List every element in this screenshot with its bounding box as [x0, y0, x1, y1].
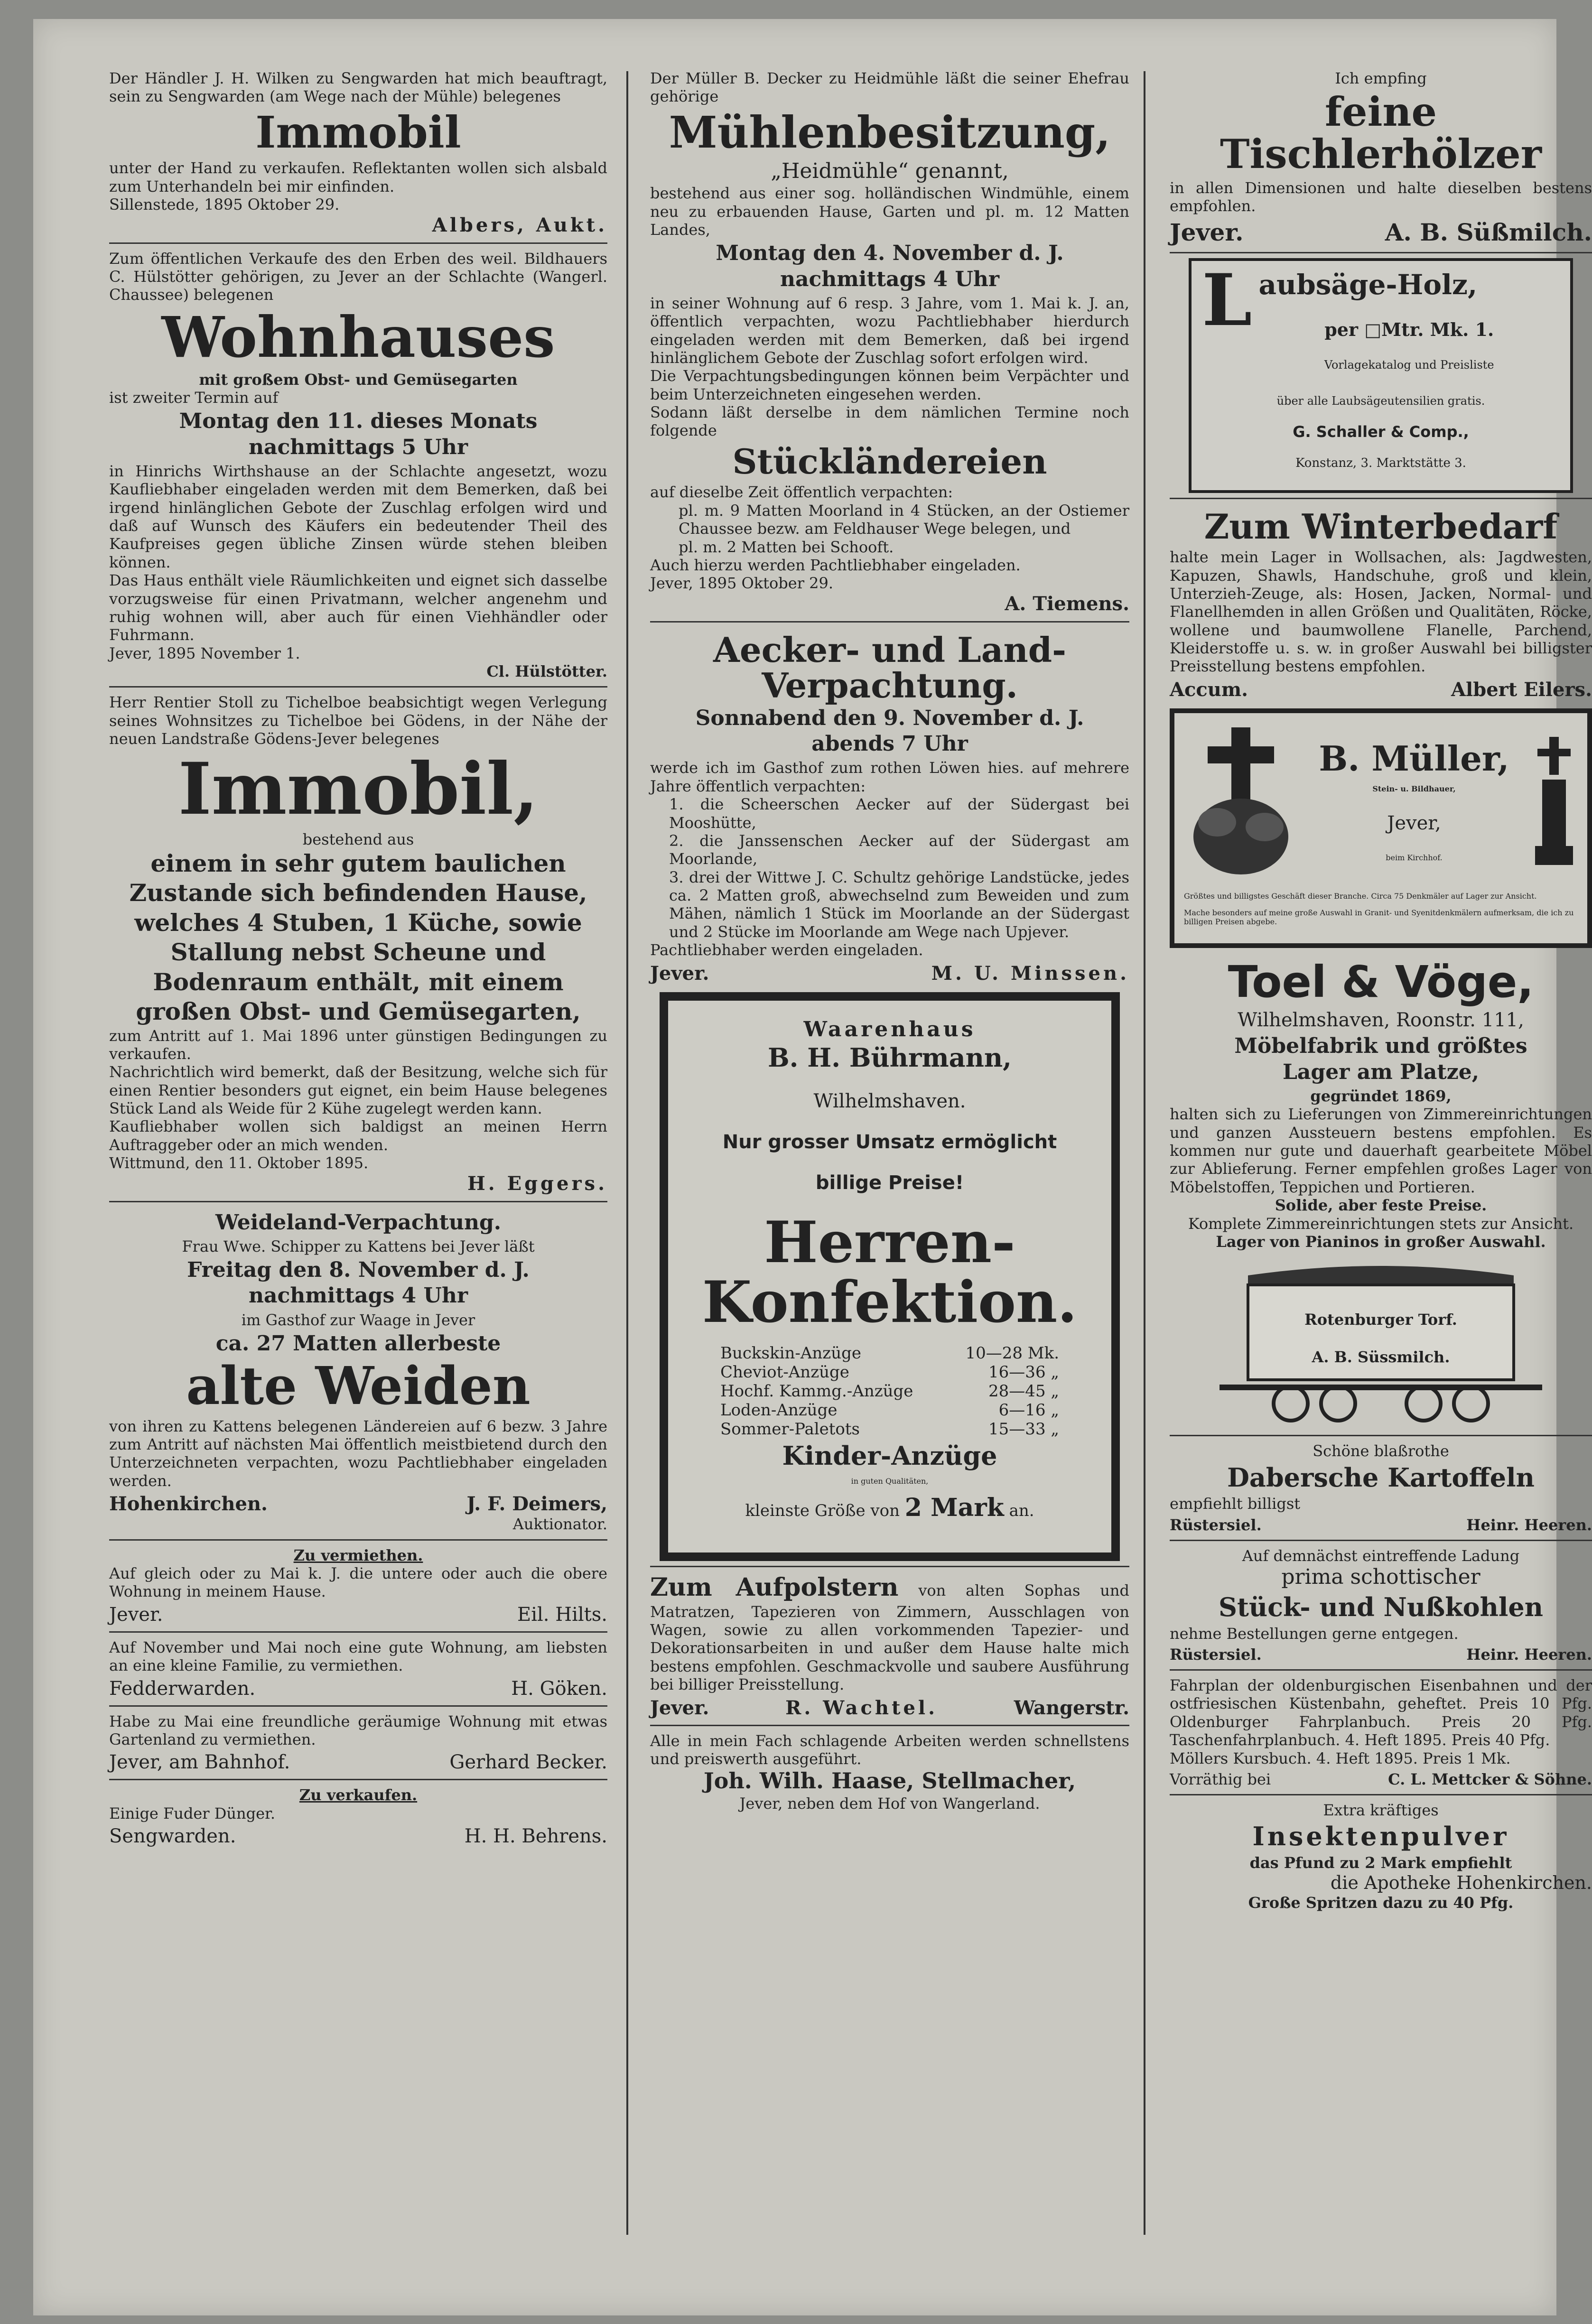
ad-text: Vorlagekatalog und Preisliste — [1324, 358, 1494, 372]
ad-slogan: Nur grosser Umsatz ermöglicht — [722, 1131, 1057, 1153]
ad-title: aubsäge-Holz, — [1258, 268, 1478, 301]
ad-place: Hohenkirchen. — [109, 1493, 268, 1515]
ad-text: Fahrplan der oldenburgischen Eisenbahnen und der ostfriesischen Küstenbahn, geheftet. Preis 10 Pfg. Oldenburger Fahrplanbuch. Preis 20 Pfg. Taschenfahrplanbuch. 4. Heft 1895. Preis 40 Pfg. — [1170, 1676, 1592, 1749]
ad-text: empfiehlt billigst — [1170, 1495, 1301, 1513]
ad-street: Wangerstr. — [1014, 1696, 1129, 1719]
price-item: Sommer-Paletots — [720, 1419, 860, 1439]
ad-title: Immobil — [255, 106, 461, 158]
divider — [1170, 252, 1592, 253]
ad-text: Mache besonders auf meine große Auswahl in Granit- und Syenitdenkmälern aufmerksam, die ich zu billigen Preisen abgebe. — [1184, 908, 1574, 926]
ad-weideland — [109, 1205, 607, 1536]
monument-icon — [1530, 732, 1578, 874]
ad-text: Ich empfing — [1335, 69, 1427, 87]
ad-place: Jever. — [1170, 218, 1244, 246]
ad-signature: A. Tiemens. — [1005, 592, 1129, 615]
ad-text: über alle Laubsägeutensilien gratis. — [1276, 394, 1485, 408]
ad-signature-row — [109, 1825, 607, 1847]
ad-title: Dabersche Kartoffeln — [1227, 1462, 1535, 1493]
ad-signature: R. Wachtel. — [785, 1696, 938, 1719]
ad-signature-row — [1170, 1645, 1592, 1664]
ad-acker-verpachtung — [650, 625, 1129, 987]
divider — [1170, 1669, 1592, 1671]
ad-muehlenbesitzung — [650, 66, 1129, 618]
ad-text: Der Händler J. H. Wilken zu Sengwarden hat mich beauftragt, sein zu Sengwarden (am Wege nach der Mühle) belegenes — [109, 69, 607, 106]
price-item: Cheviot-Anzüge — [720, 1362, 849, 1382]
ad-waarenhaus-buehrmann — [660, 992, 1120, 1562]
ad-signature: Heinr. Heeren. — [1466, 1515, 1592, 1534]
ad-signature: H. Göken. — [511, 1677, 607, 1700]
ad-place: Jever, am Bahnhof. — [109, 1751, 290, 1774]
ad-text: das Pfund zu 2 Mark empfiehlt — [1249, 1854, 1512, 1872]
ad-text: an. — [1009, 1501, 1034, 1521]
ad-text: Frau Wwe. Schipper zu Kattens bei Jever läßt — [182, 1237, 535, 1255]
ad-title: Stückländereien — [732, 441, 1047, 482]
ad-signature-row — [1170, 218, 1592, 246]
ad-text: kleinste Größe von — [745, 1501, 900, 1521]
ad-text: Einige Fuder Dünger. — [109, 1804, 275, 1822]
ad-headline: Möbelfabrik und größtes — [1234, 1034, 1527, 1059]
ad-subtitle: Kinder-Anzüge — [782, 1440, 997, 1471]
ad-text: Auf gleich oder zu Mai k. J. die untere oder auch die obere Wohnung in meinem Hause. — [109, 1564, 607, 1601]
ad-signature-row — [109, 1604, 607, 1626]
divider — [1170, 1794, 1592, 1795]
ad-location: im Gasthof zur Waage in Jever — [241, 1311, 475, 1329]
ad-address: Konstanz, 3. Marktstätte 3. — [1295, 456, 1466, 470]
ad-place: Jever. — [650, 962, 709, 985]
ad-text: Extra kräftiges — [1323, 1801, 1439, 1820]
ad-firm: G. Schaller & Comp., — [1293, 422, 1469, 441]
price-list — [682, 1344, 1097, 1439]
ad-signature: H. Eggers. — [467, 1172, 607, 1195]
ad-text: Habe zu Mai eine freundliche geräumige Wohnung mit etwas Gartenland zu vermiethen. — [109, 1712, 607, 1748]
newspaper-page — [33, 19, 1592, 2315]
ad-place: Rüstersiel. — [1170, 1645, 1262, 1664]
ad-address: Jever, neben dem Hof von Wangerland. — [739, 1794, 1040, 1813]
ad-subtitle: mit großem Obst- und Gemüsegarten — [199, 370, 518, 389]
ad-signature: H. H. Behrens. — [464, 1825, 607, 1848]
ad-text: Herr Rentier Stoll zu Tichelboe beabsichtigt wegen Verlegung seines Wohnsitzes zu Tichelboe bei Gödens, in der Nähe der neuen Landstraße Gödens-Jever belegenes — [109, 693, 607, 748]
price-row — [720, 1363, 1059, 1382]
ad-kohlen — [1170, 1544, 1592, 1666]
ad-text: von alten Sophas und Matratzen, Tapezieren von Zimmern, Ausschlagen von Wagen, sowie zu allen vorkommenden Tapezier- und Dekorationsarbeiten in und außer dem Hause halte mich bestens empfohlen. Geschmackvolle und saubere Ausführung bei billiger Preisstellung. — [650, 1581, 1129, 1694]
wagon-labels — [1170, 1287, 1592, 1429]
ad-place: Fedderwarden. — [109, 1677, 256, 1700]
ad-price: per □Mtr. Mk. 1. — [1324, 318, 1494, 340]
price-row — [720, 1420, 1059, 1439]
ad-mueller-bildhauer — [1170, 708, 1592, 948]
ad-signature-row — [1170, 1770, 1592, 1788]
divider — [650, 1566, 1129, 1567]
ad-text: Nachrichtlich wird bemerkt, daß der Besitzung, welche sich für einen Rentier besonders gut eignet, ein beim Hause belegenes Stück Land als Weide für 2 Kühe zugelegt werden kann. — [109, 1063, 607, 1118]
ad-time: nachmittags 4 Uhr — [248, 1283, 468, 1308]
ad-signature: M. U. Minssen. — [931, 962, 1129, 985]
divider — [109, 1631, 607, 1633]
ad-description: einem in sehr gutem baulichen Zustande sich befindenden Hause, welches 4 Stuben, 1 Küche, sowie Stallung nebst Scheune und Bodenraum enthält, mit einem großen Obst- und Gemüsegarten, — [129, 849, 587, 1026]
ad-text: Auf November und Mai noch eine gute Wohnung, am liebsten an eine kleine Familie, zu vermiethen. — [109, 1638, 607, 1675]
ad-subtitle: Stein- u. Bildhauer, — [1372, 784, 1456, 793]
ad-stellmacher — [650, 1729, 1129, 1815]
wagon-label: Rotenburger Torf. — [1304, 1311, 1457, 1329]
ad-headline: Lager am Platze, — [1282, 1060, 1480, 1084]
ad-place: Sengwarden. — [109, 1825, 236, 1848]
price-value: 28—45 „ — [988, 1381, 1059, 1401]
ad-date: Freitag den 8. November d. J. — [187, 1258, 530, 1283]
ad-text: zum Antritt auf 1. Mai 1896 unter günstigen Bedingungen zu verkaufen. — [109, 1026, 607, 1063]
ad-wohnhaus — [109, 247, 607, 684]
ad-title: Zu vermiethen. — [293, 1546, 423, 1564]
ad-headline: Herren-Konfektion. — [702, 1208, 1078, 1336]
price-row — [720, 1401, 1059, 1420]
ad-address: Wilhelmshaven, Roonstr. 111, — [1238, 1009, 1524, 1032]
divider — [650, 1725, 1129, 1726]
ad-immobil-tichelboe — [109, 690, 607, 1198]
ad-signature-row — [109, 1751, 607, 1773]
wagon-label: A. B. Süssmilch. — [1312, 1348, 1450, 1366]
ad-text: bestehend aus einer sog. holländischen Windmühle, einem neu zu erbauenden Hause, Garten und pl. m. 12 Matten Landes, — [650, 184, 1129, 239]
ad-text: Alle in mein Fach schlagende Arbeiten werden schnellstens und preiswerth ausgeführt. — [650, 1731, 1129, 1768]
ad-signature: Heinr. Heeren. — [1466, 1645, 1592, 1664]
ad-title: Zum Aufpolstern — [650, 1573, 899, 1602]
ad-signature: Albers, Aukt. — [432, 214, 607, 236]
ad-laubsaege-holz — [1189, 258, 1573, 493]
tombstone-cross-icon — [1184, 723, 1298, 884]
ad-text: halten sich zu Lieferungen von Zimmereinrichtungen und ganzen Aussteuern bestens empfohlen. Es kommen nur gute und dauerhaft gearbeitete Möbel zur Ablieferung. Ferner empfehlen großes Lager von Möbelstoffen, Teppichen und Portieren. — [1170, 1105, 1592, 1196]
ad-text: Sodann läßt derselbe in dem nämlichen Termine noch folgende — [650, 403, 1129, 440]
ad-list-item: pl. m. 2 Matten bei Schooft. — [679, 538, 894, 556]
column-1 — [109, 66, 607, 2287]
ad-title: feine Tischlerhölzer — [1220, 88, 1542, 177]
ad-subtitle: „Heidmühle“ genannt, — [771, 159, 1009, 184]
ad-footnote: Große Spritzen dazu zu 40 Pfg. — [1248, 1894, 1514, 1912]
ad-time: abends 7 Uhr — [811, 732, 968, 756]
ad-signature-row — [1170, 1516, 1592, 1534]
ad-insektenpulver — [1170, 1798, 1592, 1915]
ad-text: auf dieselbe Zeit öffentlich verpachten: — [650, 483, 953, 502]
ad-title: Wohnhauses — [161, 304, 555, 370]
ad-title: Weideland-Verpachtung. — [215, 1210, 502, 1235]
ad-founded: gegründet 1869, — [1310, 1087, 1452, 1105]
price-value: 15—33 „ — [988, 1419, 1059, 1439]
ad-text: Möllers Kursbuch. 4. Heft 1895. Preis 1 Mk. — [1170, 1749, 1511, 1767]
ad-signature: die Apotheke Hohenkirchen. — [1330, 1872, 1592, 1893]
ad-text: in guten Qualitäten, — [851, 1477, 929, 1486]
divider — [109, 1705, 607, 1707]
ad-signature: Joh. Wilh. Haase, Stellmacher, — [703, 1768, 1076, 1794]
ad-zu-verkaufen — [109, 1783, 607, 1850]
ad-wohnung-fedderwarden — [109, 1636, 607, 1702]
ad-place: Accum. — [1170, 678, 1248, 701]
ad-text: Größtes und billigstes Geschäft dieser Branche. Circa 75 Denkmäler auf Lager zur Ansicht. — [1184, 891, 1537, 901]
ad-kartoffeln — [1170, 1439, 1592, 1536]
ad-toel-voege — [1170, 953, 1592, 1254]
ad-list-item: 2. die Janssenschen Aecker auf der Südergast am Moorlande, — [669, 831, 1129, 868]
divider — [650, 621, 1129, 623]
ad-text: Zum öffentlichen Verkaufe des den Erben des weil. Bildhauers C. Hülstötter gehörigen, zu Jever an der Schlachte (Wangerl. Chaussee) belegenen — [109, 249, 607, 304]
ad-winterbedarf — [1170, 502, 1592, 704]
ad-time: nachmittags 4 Uhr — [780, 267, 1000, 291]
ad-place: Sillenstede, 1895 Oktober 29. — [109, 195, 340, 214]
ad-city: Jever, — [1387, 812, 1441, 834]
ad-list-item: 3. drei der Wittwe J. C. Schultz gehörige Landstücke, jedes ca. 2 Matten groß, abwechselnd zum Beweiden und zum Mähen, nämlich 1 Stück im Moorlande an der Südergast und 2 Stücke im Moorlande am Wege nach Upjever. — [669, 868, 1129, 941]
ad-text: in allen Dimensionen und halte dieselben bestens empfohlen. — [1170, 178, 1592, 215]
ad-city: Wilhelmshaven. — [813, 1090, 966, 1112]
ad-signature: J. F. Deimers, — [466, 1493, 607, 1515]
ad-signature: Albert Eilers. — [1451, 678, 1592, 701]
divider — [109, 1201, 607, 1202]
ad-signature: Cl. Hülstötter. — [486, 662, 607, 681]
price-row — [720, 1344, 1059, 1363]
price-value: 16—36 „ — [988, 1362, 1059, 1382]
ad-text: Der Müller B. Decker zu Heidmühle läßt die seiner Ehefrau gehörige — [650, 69, 1129, 106]
ad-price: 2 Mark — [904, 1493, 1004, 1523]
ad-signature-row — [650, 962, 1129, 985]
ad-subtitle: prima schottischer — [1281, 1565, 1480, 1590]
ad-text: Auf demnächst eintreffende Ladung — [1242, 1546, 1520, 1565]
ad-text: Das Haus enthält viele Räumlichkeiten und eignet sich dasselbe vorzugsweise für einen Privatmann, welcher angenehm und ruhig wohnen will, aber auch für einen Viehhändler oder Fuhrmann. — [109, 571, 607, 644]
ad-role: Auktionator. — [512, 1515, 607, 1534]
ad-text: Die Verpachtungsbedingungen können beim Verpächter und beim Unterzeichneten eingesehen werden. — [650, 367, 1129, 403]
divider — [109, 1539, 607, 1541]
ad-title: alte Weiden — [186, 1355, 531, 1417]
price-row — [720, 1382, 1059, 1401]
divider — [109, 242, 607, 244]
column-divider — [1144, 71, 1145, 2235]
divider — [1170, 498, 1592, 499]
ad-text: nehme Bestellungen gerne entgegen. — [1170, 1624, 1459, 1643]
ad-fahrplan — [1170, 1673, 1592, 1791]
ad-signature: C. L. Mettcker & Söhne. — [1388, 1770, 1592, 1789]
ad-text: Vorräthig bei — [1170, 1770, 1271, 1789]
ad-place: Jever. — [109, 1603, 163, 1626]
column-3 — [1170, 66, 1592, 2287]
ad-title: B. Müller, — [1319, 738, 1509, 779]
ad-title: Immobil, — [178, 747, 539, 831]
ad-signature: Eil. Hilts. — [517, 1603, 607, 1626]
ad-tischlerhoelzer — [1170, 66, 1592, 249]
price-item: Buckskin-Anzüge — [720, 1343, 861, 1363]
ad-torf-wagon — [1170, 1254, 1592, 1432]
ad-place: Jever. — [650, 1696, 709, 1719]
ad-title: Aecker- und Land-Verpachtung. — [713, 629, 1067, 706]
ad-text: Lager von Pianinos in großer Auswahl. — [1216, 1232, 1546, 1251]
ad-signature-row — [109, 1493, 607, 1515]
divider — [109, 1779, 607, 1780]
ad-place: Rüstersiel. — [1170, 1515, 1262, 1534]
ad-motto: Solide, aber feste Preise. — [1275, 1196, 1487, 1215]
ad-time: nachmittags 5 Uhr — [248, 435, 468, 459]
ad-subtitle: bestehend aus — [302, 830, 414, 849]
ad-list-item: pl. m. 9 Matten Moorland in 4 Stücken, an der Ostiemer Chaussee bezw. am Feldhauser Wege belegen, und — [679, 501, 1129, 538]
ad-text: Kaufliebhaber wollen sich baldigst an meinen Herrn Auftraggeber oder an mich wenden. — [109, 1117, 607, 1154]
ad-signature: Gerhard Becker. — [449, 1751, 607, 1774]
ad-initial: L — [1202, 258, 1252, 342]
ad-list-item: 1. die Scheerschen Aecker auf der Südergast bei Mooshütte, — [669, 795, 1129, 832]
ad-text: Auch hierzu werden Pachtliebhaber eingeladen. — [650, 556, 1021, 574]
ad-date: Montag den 4. November d. J. — [716, 241, 1064, 266]
ad-text: werde ich im Gasthof zum rothen Löwen hies. auf mehrere Jahre öffentlich verpachten: — [650, 759, 1129, 795]
column-2 — [650, 66, 1129, 2287]
ad-text: Pachtliebhaber werden eingeladen. — [650, 941, 923, 959]
divider — [1170, 1540, 1592, 1541]
ad-place: Jever, 1895 Oktober 29. — [650, 574, 834, 593]
ad-text: Komplete Zimmereinrichtungen stets zur Ansicht. — [1188, 1214, 1574, 1233]
ad-signature-row — [1170, 679, 1592, 701]
ad-title: Toel & Vöge, — [1228, 956, 1534, 1007]
ad-signature-row — [650, 1697, 1129, 1719]
ad-text: ist zweiter Termin auf — [109, 389, 279, 407]
ad-title: Stück- und Nußkohlen — [1218, 1592, 1544, 1623]
ad-signature: A. B. Süßmilch. — [1385, 218, 1592, 246]
ad-kicker: Waarenhaus — [803, 1017, 976, 1041]
ad-text: in seiner Wohnung auf 6 resp. 3 Jahre, vom 1. Mai k. J. an, öffentlich verpachten, wozu Pachtliebhaber hierdurch eingeladen werden mit dem Bemerken, daß bei irgend hinlänglichem Gebote der Zuschlag sofort erfolgen wird. — [650, 294, 1129, 367]
ad-aufpolstern — [650, 1570, 1129, 1721]
ad-wohnung-bahnhof — [109, 1710, 607, 1776]
price-item: Hochf. Kammg.-Anzüge — [720, 1381, 913, 1401]
ad-quantity: ca. 27 Matten allerbeste — [215, 1331, 501, 1356]
divider — [109, 686, 607, 688]
ad-text: von ihren zu Kattens belegenen Ländereien auf 6 bezw. 3 Jahre zum Antritt auf nächsten Mai öffentlich meistbietend durch den Unterzeichneten verpachten, wozu Pachtliebhaber eingeladen werden. — [109, 1417, 607, 1490]
column-divider — [626, 71, 628, 2235]
ad-signature-row — [109, 1678, 607, 1700]
ad-slogan: billige Preise! — [815, 1171, 964, 1194]
ad-date: Sonnabend den 9. November d. J. — [695, 706, 1084, 730]
ad-text: Schöne blaßrothe — [1313, 1442, 1449, 1460]
price-value: 6—16 „ — [998, 1400, 1059, 1420]
ad-title: Insektenpulver — [1252, 1821, 1509, 1852]
ad-place: Jever, 1895 November 1. — [109, 644, 300, 662]
price-value: 10—28 Mk. — [965, 1343, 1059, 1363]
ad-title: Mühlenbesitzung, — [669, 106, 1111, 158]
ad-date: Montag den 11. dieses Monats — [179, 409, 538, 434]
ad-immobil-sengwarden — [109, 66, 607, 240]
ad-title: Zu verkaufen. — [299, 1786, 418, 1804]
ad-zu-vermiethen — [109, 1543, 607, 1628]
ad-text: halte mein Lager in Wollsachen, als: Jagdwesten, Kapuzen, Shawls, Handschuhe, groß und klein, Unterzieh-Zeuge, als: Hosen, Jacken, Normal- und Flanellhemden in allen Größen und Qualitäten, Röcke, wollene und baumwollene Flanelle, Parchend, Kleiderstoffe u. s. w. in großer Auswahl bei billigster Preisstellung bestens empfohlen. — [1170, 548, 1592, 676]
price-item: Loden-Anzüge — [720, 1400, 838, 1420]
ad-text: in Hinrichs Wirthshause an der Schlachte angesetzt, wozu Kaufliebhaber eingeladen werden mit dem Bemerken, daß bei irgend hinlänglichen Gebote der Zuschlag erfolgen wird und daß auf Wunsch des Käufers ein bedeutender Theil des Kaufpreises gegen übliche Zinsen würde stehen bleiben können. — [109, 462, 607, 571]
ad-title: Zum Winterbedarf — [1204, 506, 1558, 547]
divider — [1170, 1435, 1592, 1436]
ad-text: unter der Hand zu verkaufen. Reflektanten wollen sich alsbald zum Unterhandeln bei mir einfinden. — [109, 159, 607, 195]
ad-location: beim Kirchhof. — [1386, 853, 1443, 862]
ad-title: B. H. Bührmann, — [768, 1042, 1012, 1073]
ad-place: Wittmund, den 11. Oktober 1895. — [109, 1154, 369, 1172]
